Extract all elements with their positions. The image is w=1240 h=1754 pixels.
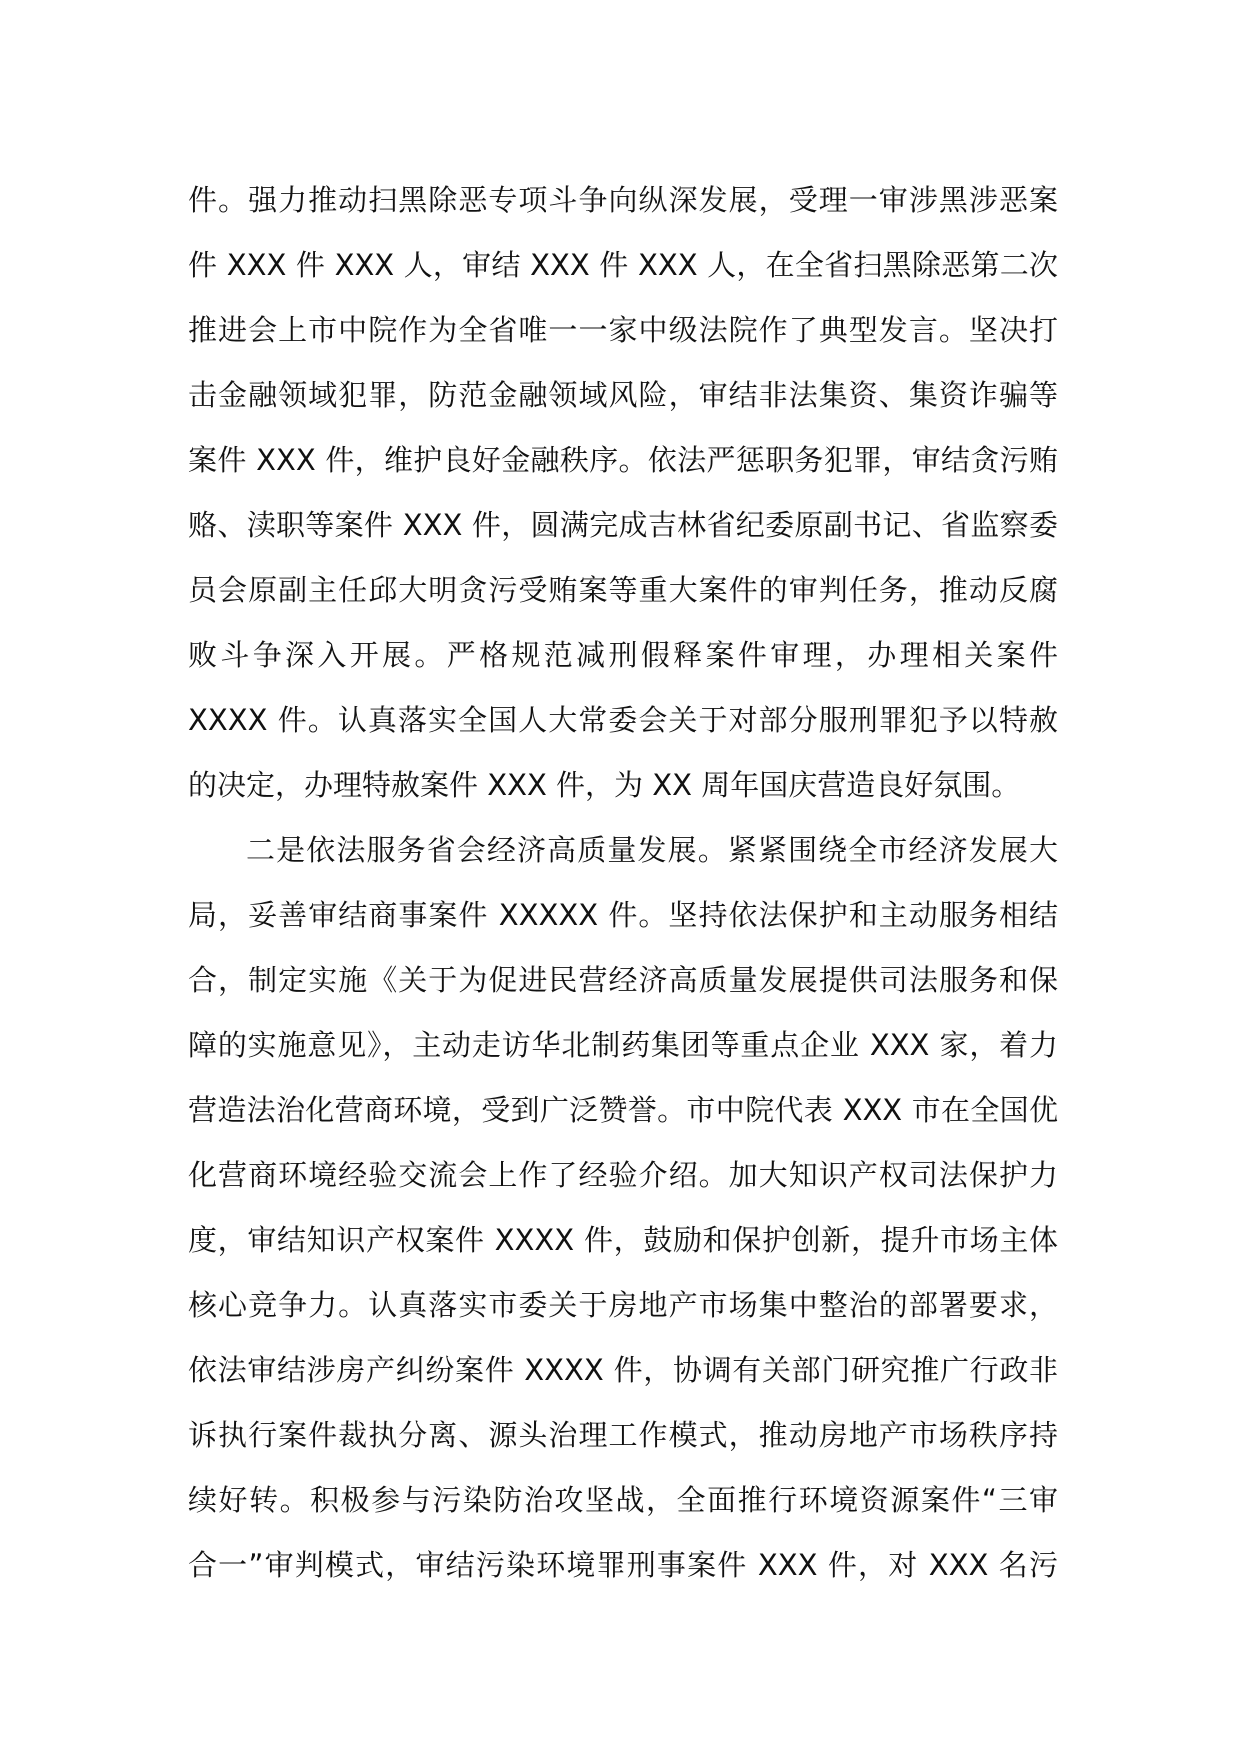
text-line: 推进会上市中院作为全省唯一一家中级法院作了典型发言。坚决打	[188, 313, 1058, 347]
text-line: 续好转。积极参与污染防治攻坚战，全面推行环境资源案件“三审	[188, 1483, 1058, 1517]
text-line: 败斗争深入开展。严格规范减刑假释案件审理，办理相关案件	[188, 638, 1058, 672]
text-line: 击金融领域犯罪，防范金融领域风险，审结非法集资、集资诈骗等	[188, 378, 1058, 412]
text-line: 员会原副主任邱大明贪污受贿案等重大案件的审判任务，推动反腐	[188, 573, 1058, 607]
text-line: 依法审结涉房产纠纷案件 XXXX 件，协调有关部门研究推广行政非	[188, 1353, 1058, 1387]
text-line: 合，制定实施《关于为促进民营经济高质量发展提供司法服务和保	[188, 963, 1058, 997]
text-line: 障的实施意见》，主动走访华北制药集团等重点企业 XXX 家，着力	[188, 1028, 1058, 1062]
text-line: 营造法治化营商环境，受到广泛赞誉。市中院代表 XXX 市在全国优	[188, 1093, 1058, 1127]
paragraph-end-line: 的决定，办理特赦案件 XXX 件，为 XX 周年国庆营造良好氛围。	[188, 768, 1021, 802]
text-line: XXXX 件。认真落实全国人大常委会关于对部分服刑罪犯予以特赦	[188, 703, 1058, 737]
text-line: 案件 XXX 件，维护良好金融秩序。依法严惩职务犯罪，审结贪污贿	[188, 443, 1058, 477]
text-line: 诉执行案件裁执分离、源头治理工作模式，推动房地产市场秩序持	[188, 1418, 1058, 1452]
text-line: 核心竞争力。认真落实市委关于房地产市场集中整治的部署要求，	[188, 1288, 1058, 1322]
text-line: 局，妥善审结商事案件 XXXXX 件。坚持依法保护和主动服务相结	[188, 898, 1058, 932]
paragraph-start-line: 二是依法服务省会经济高质量发展。紧紧围绕全市经济发展大	[246, 833, 1058, 867]
text-line: 赂、渎职等案件 XXX 件，圆满完成吉林省纪委原副书记、省监察委	[188, 508, 1058, 542]
text-line: 件。强力推动扫黑除恶专项斗争向纵深发展，受理一审涉黑涉恶案	[188, 183, 1058, 217]
text-line: 合一”审判模式，审结污染环境罪刑事案件 XXX 件，对 XXX 名污	[188, 1548, 1058, 1582]
body-text	[188, 168, 1058, 1598]
text-line: 件 XXX 件 XXX 人，审结 XXX 件 XXX 人，在全省扫黑除恶第二次	[188, 248, 1058, 282]
text-line: 化营商环境经验交流会上作了经验介绍。加大知识产权司法保护力	[188, 1158, 1058, 1192]
text-line: 度，审结知识产权案件 XXXX 件，鼓励和保护创新，提升市场主体	[188, 1223, 1058, 1257]
